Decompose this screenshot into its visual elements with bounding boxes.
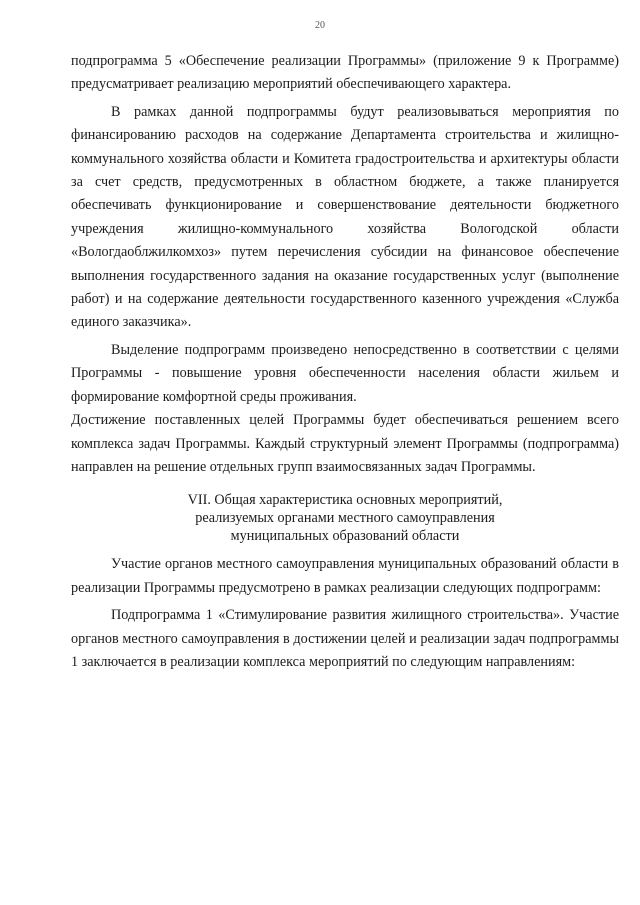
page-number: 20 bbox=[315, 20, 325, 31]
section-heading bbox=[71, 491, 619, 545]
paragraph-5: Участие органов местного самоуправления муниципальных образований области в реализации Программы предусмотрено в рамках реализации следующих подпрограмм: bbox=[71, 556, 619, 596]
section-heading-line-3: муниципальных образований области bbox=[230, 528, 460, 545]
section-heading-line-2: реализуемых органами местного самоуправления bbox=[195, 510, 495, 527]
section-heading-line-1: VII. Общая характеристика основных мероприятий, bbox=[187, 492, 503, 509]
paragraph-6: Подпрограмма 1 «Стимулирование развития жилищного строительства». Участие органов местного самоуправления в достижении целей и реализации задач подпрограммы 1 заключается в реализации комплекса мероприятий по следующим направлениям: bbox=[71, 607, 619, 670]
paragraph-1: подпрограмма 5 «Обеспечение реализации Программы» (приложение 9 к Программе) предусматривает реализацию мероприятий обеспечивающего характера. bbox=[71, 53, 619, 93]
paragraph-2: В рамках данной подпрограммы будут реализовываться мероприятия по финансированию расходов на содержание Департамента строительства и жилищно-коммунального хозяйства области и Комитета градостроительства и архитектуры области за счет средств, предусмотренных в областном бюджете, а также планируется обеспечивать функционирование и совершенствование деятельности бюджетного учреждения жилищно-коммунального хозяйства Вологодской области «Вологдаоблжилкомхоз» путем перечисления субсидии на финансовое обеспечение выполнения государственного задания на оказание государственных услуг (выполнение работ) и на содержание деятельности государственного казенного учреждения «Служба единого заказчика». bbox=[71, 103, 619, 331]
paragraph-4: Достижение поставленных целей Программы будет обеспечиваться решением всего комплекса задач Программы. Каждый структурный элемент Программы (подпрограмма) направлен на решение отдельных групп взаимосвязанных задач Программы. bbox=[71, 412, 619, 475]
document-body bbox=[71, 50, 619, 674]
paragraph-3: Выделение подпрограмм произведено непосредственно в соответствии с целями Программы - повышение уровня обеспеченности населения области жильем и формирование комфортной среды проживания. bbox=[71, 341, 619, 405]
